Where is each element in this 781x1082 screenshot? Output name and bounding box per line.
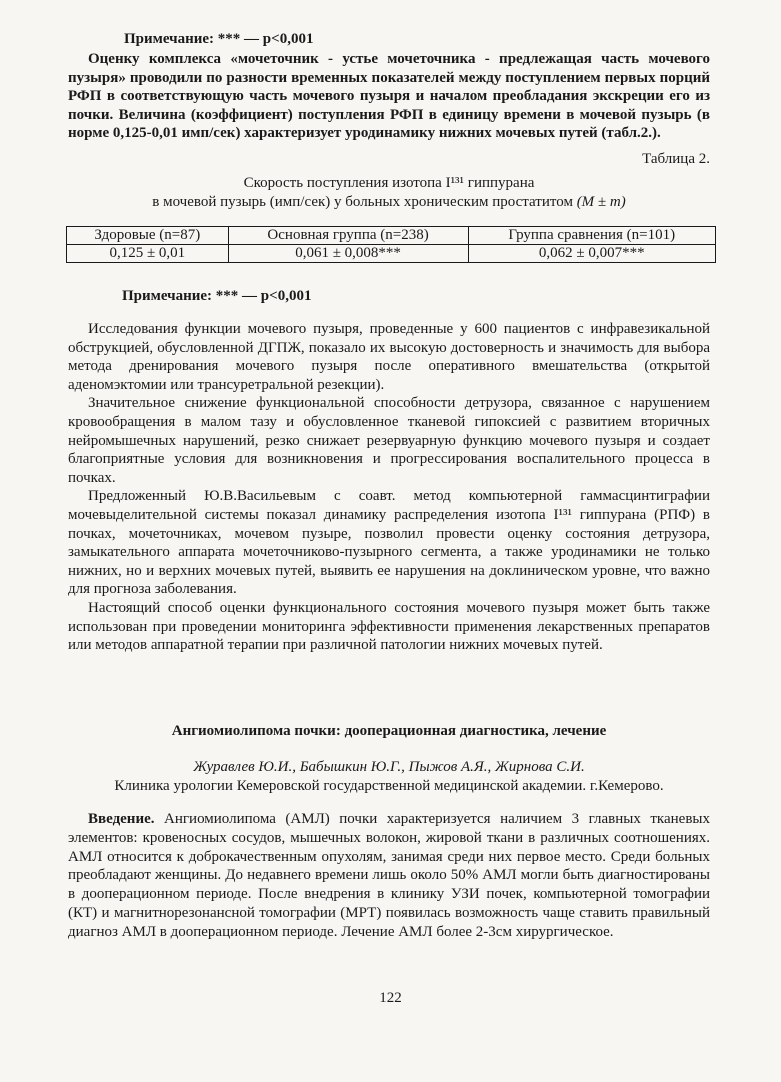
table-cell: 0,125 ± 0,01 (67, 245, 229, 263)
data-table (66, 226, 716, 263)
authors: Журавлев Ю.И., Бабышкин Ю.Г., Пыжов А.Я., Жирнова С.И. (193, 759, 585, 775)
intro-label: Введение. (88, 811, 155, 827)
table-row (67, 245, 716, 263)
table-cell: 0,061 ± 0,008*** (228, 245, 468, 263)
table-header-cell: Группа сравнения (n=101) (468, 227, 716, 245)
table-note: Примечание: *** — p<0,001 (122, 288, 312, 304)
intro-text: Ангиомиолипома (АМЛ) почки характеризуется наличием 3 главных тканевых элементов: кровеносных сосудов, мышечных волокон, жировой ткани в различных соотношениях. АМЛ относится к доброкачественным опухолям, занимая среди них первое место. Среди больных преобладают женщины. До недавнего времени лишь около 50% АМЛ могли быть диагностированы в дооперационном периоде. После внедрения в клинику УЗИ почек, компьютерной томографии (КТ) и магнитнорезонансной томографии (МРТ) появилась возможность чаще ставить правильный диагноз АМЛ в дооперационном периоде. Лечение АМЛ более 2-3см хирургическое. (68, 811, 710, 940)
paragraph: Настоящий способ оценки функционального состояния мочевого пузыря может быть также использован при проведении мониторинга эффективности применения лекарственных препаратов или методов аппаратной терапии при различной патологии нижних мочевых путей. (68, 599, 710, 654)
article-byline (68, 758, 710, 796)
table-header-cell: Основная группа (n=238) (228, 227, 468, 245)
introduction (68, 810, 710, 942)
paragraph: Исследования функции мочевого пузыря, проведенные у 600 пациентов с инфравезикальной обструкцией, обусловленной ДГПЖ, показало их высокую достоверность и значимость для выбора метода дренирования мочевого пузыря после оперативного вмешательства (открытой аденомэктомии или трансуретральной резекции). (68, 321, 710, 393)
page-number: 122 (379, 990, 402, 1006)
table-header-cell: Здоровые (n=87) (67, 227, 229, 245)
table-header-row (67, 227, 716, 245)
table-title: Скорость поступления изотопа I¹³¹ гиппурана в мочевой пузырь (имп/сек) у больных хроническим простатитом (M ± m) (152, 175, 626, 210)
top-note: Примечание: *** — p<0,001 (124, 31, 314, 47)
body-text (68, 320, 710, 655)
table-cell: 0,062 ± 0,007*** (468, 245, 716, 263)
paragraph: Значительное снижение функциональной способности детрузора, связанное с нарушением кровообращения в малом тазу и обусловленное тканевой гипоксией с развитием вторичных нейромышечных нарушений, резко снижает резервуарную функцию мочевого пузыря и создает благоприятные условия для возникновения и прогрессирования воспалительного процесса в почках. (68, 395, 710, 486)
table-label: Таблица 2. (642, 151, 710, 167)
paragraph: Предложенный Ю.В.Васильевым с соавт. метод компьютерной гаммасцинтиграфии мочевыделительной системы показал динамику распределения изотопа I¹³¹ гиппурана (РПФ) в почках, мочеточниках, мочевом пузыре, позволил провести оценку состояния детрузора, замыкательного аппарата мочеточниково-пузырного сегмента, а также уродинамики не только нижних, но и верхних мочевых путей, выявить ее нарушения на доклиническом уровне, что важно для прогноза заболевания. (68, 488, 710, 598)
affiliation: Клиника урологии Кемеровской государственной медицинской академии. г.Кемерово. (114, 778, 664, 794)
article-title: Ангиомиолипома почки: дооперационная диагностика, лечение (171, 723, 607, 739)
intro-paragraph: Оценку комплекса «мочеточник - устье мочеточника - предлежащая часть мочевого пузыря» проводили по разности временных показателей между поступлением первых порций РФП в соответствующую часть мочевого пузыря и началом преобладания экскреции его из почки. Величина (коэффициент) поступления РФП в единицу времени в мочевой пузырь (в норме 0,125-0,01 имп/сек) характеризует уродинамику нижних мочевых путей (табл.2.). (68, 51, 710, 141)
